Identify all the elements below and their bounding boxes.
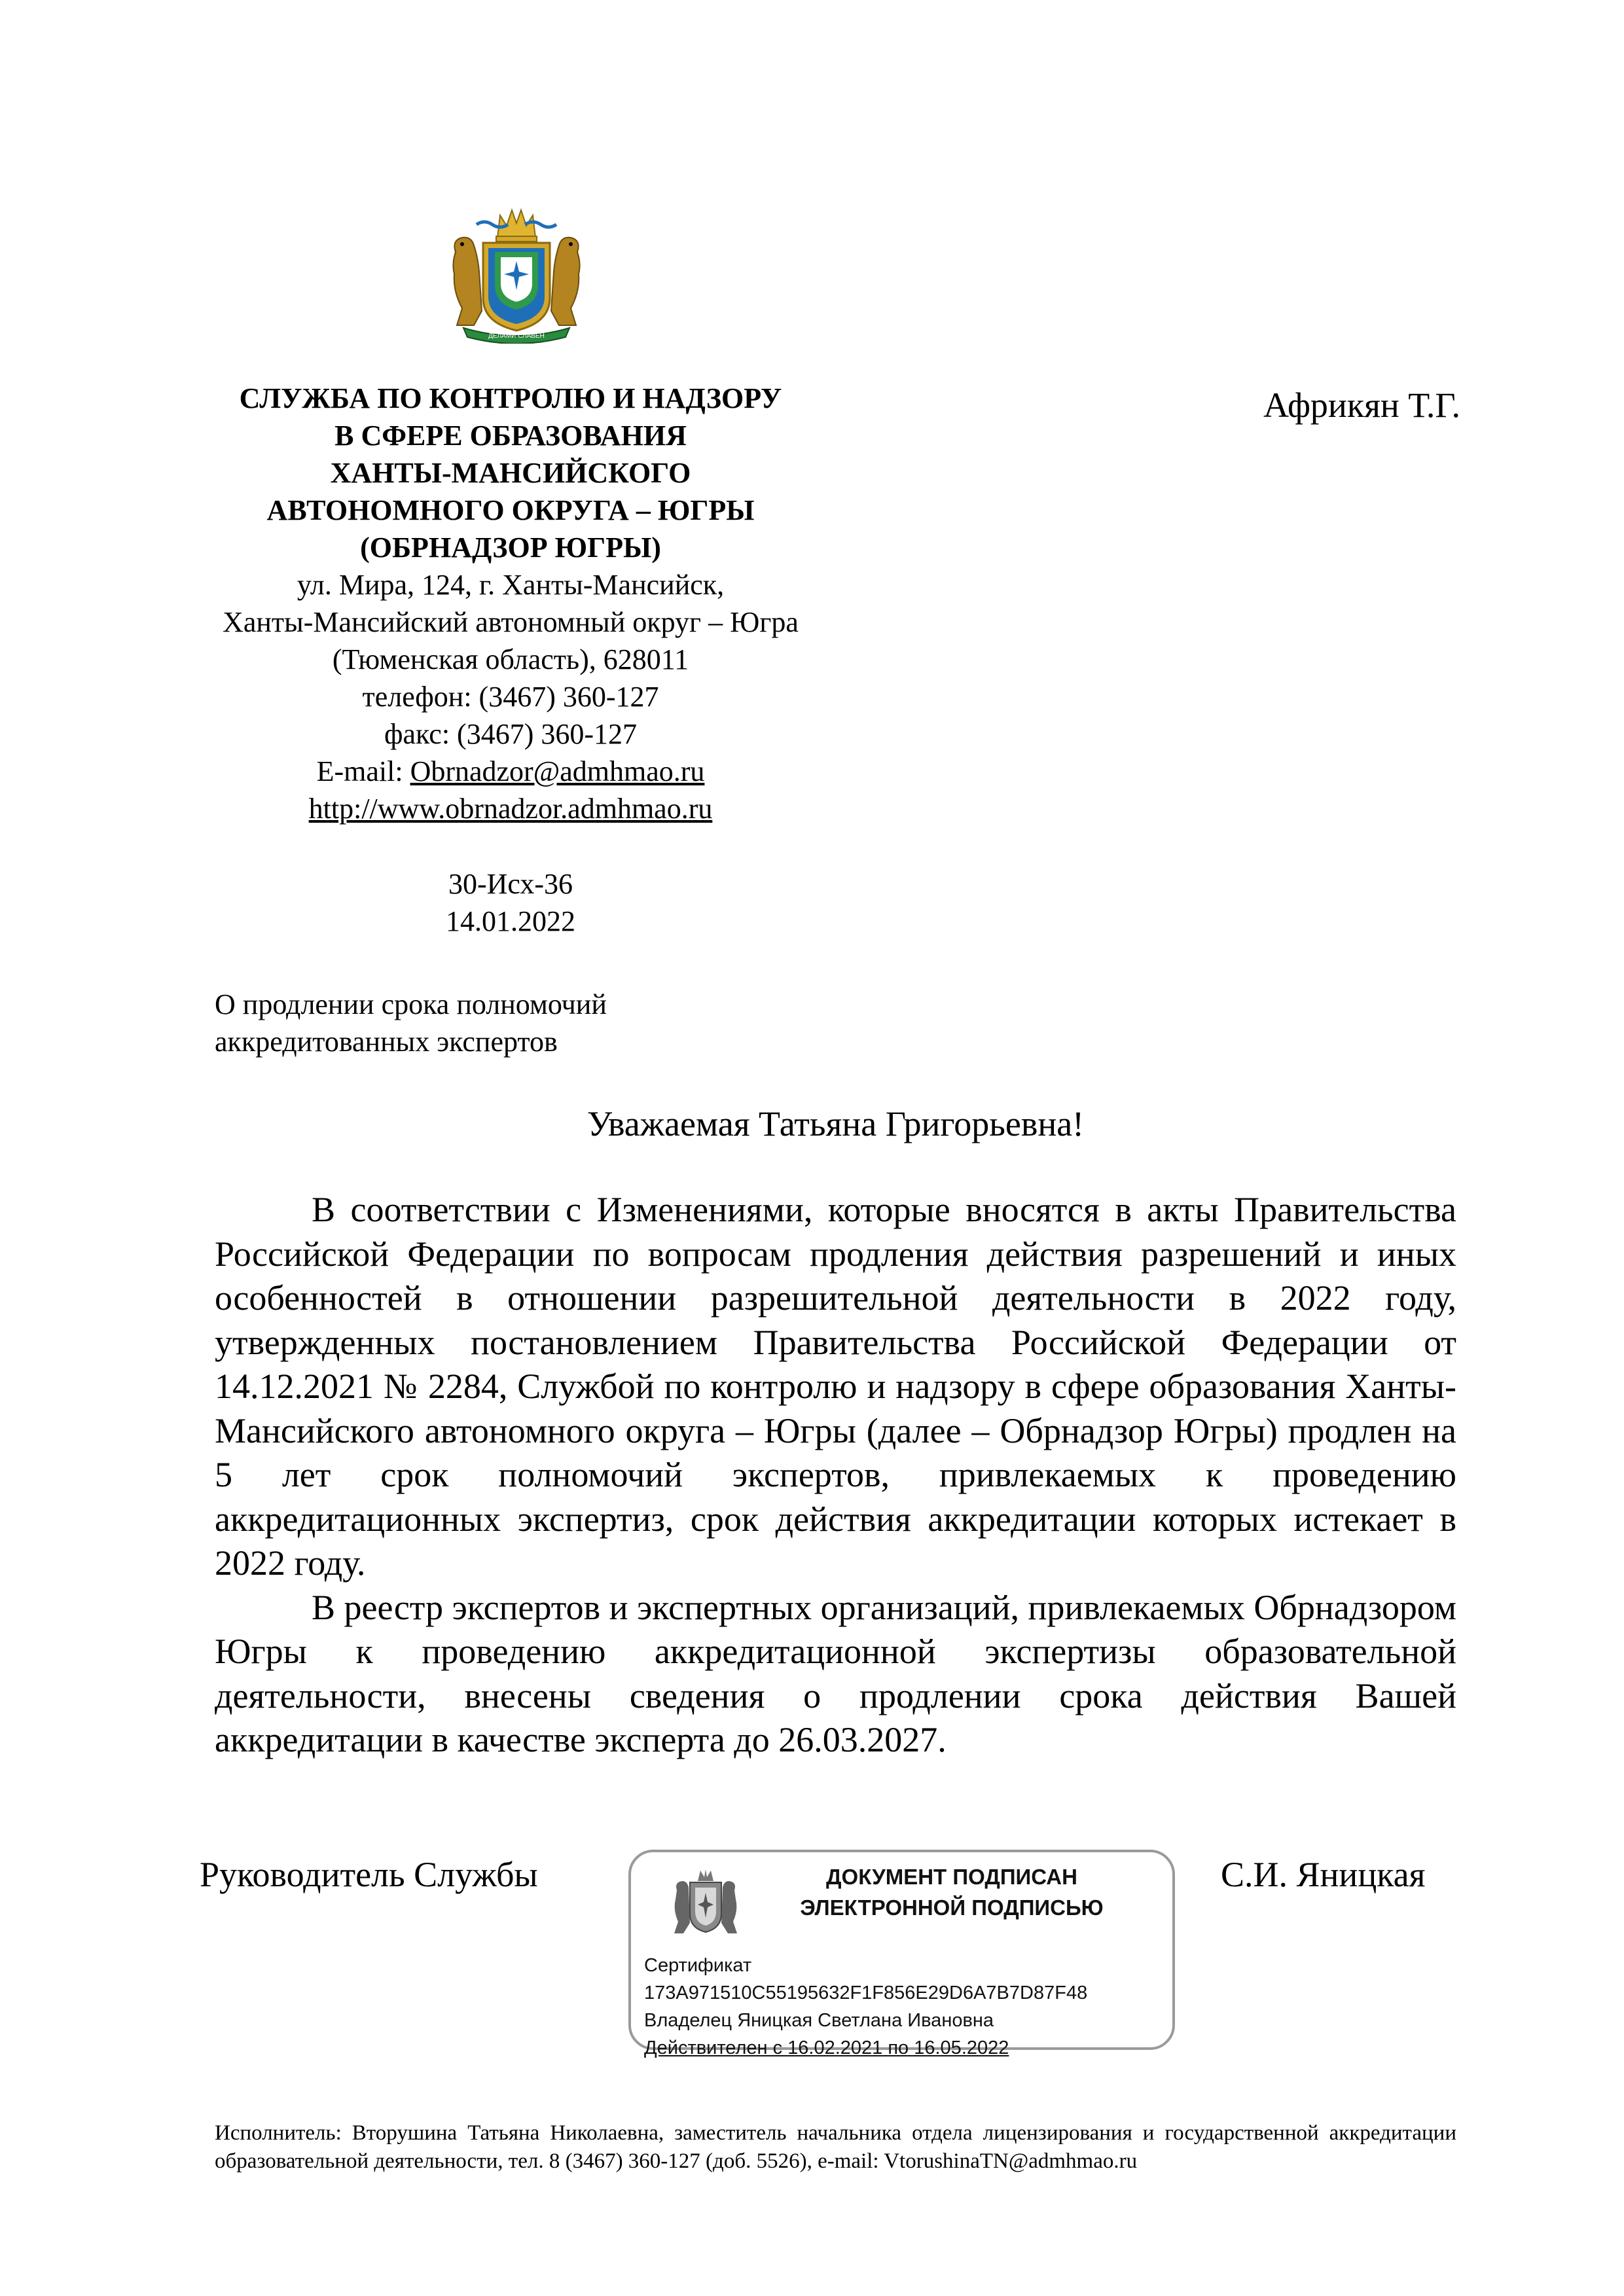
outgoing-reference: [367, 865, 655, 940]
left-bear-supporter: [453, 238, 482, 325]
certificate-validity: Действителен с 16.02.2021 по 16.05.2022: [644, 2037, 1009, 2058]
recipient-name: Африкян Т.Г.: [1263, 386, 1461, 425]
salutation: Уважаемая Татьяна Григорьевна!: [586, 1104, 1085, 1143]
stamp-emblem-icon: [668, 1868, 744, 1939]
sender-block: [156, 380, 865, 827]
electronic-signature-stamp: [628, 1850, 1175, 2058]
subject-line: О продлении срока полномочий: [215, 988, 607, 1020]
org-name-line: АВТОНОМНОГО ОКРУГА – ЮГРЫ: [266, 494, 755, 526]
executor-footer: Исполнитель: Вторушина Татьяна Николаевна, заместитель начальника отдела лицензирования и государственной аккредитации образовательной деятельности, тел. 8 (3467) 360-127 (доб. 5526), e-mail: VtorushinaTN@admhmao.ru: [215, 2121, 1456, 2173]
body-paragraph: В реестр экспертов и экспертных организаций, привлекаемых Обрнадзором Югры к проведению аккредитационной экспертизы образовательной деятельности, внесены сведения о продлении срока действия Вашей аккредитации в качестве эксперта до 26.03.2027.: [215, 1587, 1456, 1759]
fax-line: факс: (3467) 360-127: [384, 718, 638, 750]
phone-line: телефон: (3467) 360-127: [362, 681, 659, 713]
certificate-id: 173A971510C55195632F1F856E29D6A7B7D87F48: [644, 1982, 1088, 2003]
address-line: Ханты-Мансийский автономный округ – Югра: [223, 606, 799, 638]
email-label: E-mail:: [316, 755, 410, 787]
stamp-title-line: ЭЛЕКТРОННОЙ ПОДПИСЬЮ: [800, 1895, 1104, 1920]
stamp-details: [644, 1952, 1087, 2062]
signatory-role: Руководитель Службы: [200, 1855, 538, 1894]
stamp-title: [749, 1861, 1155, 1923]
coat-of-arms-emblem: [437, 206, 596, 344]
email-link[interactable]: Obrnadzor@admhmao.ru: [410, 755, 705, 787]
outgoing-number: 30-Исх-36: [448, 868, 573, 900]
certificate-label: Сертификат: [644, 1955, 752, 1976]
website-line: [156, 790, 865, 827]
org-name-line: ХАНТЫ-МАНСИЙСКОГО: [330, 457, 691, 489]
email-line: [156, 753, 865, 790]
signatory-name: С.И. Яницкая: [1221, 1855, 1426, 1894]
right-bear-supporter: [551, 238, 580, 325]
org-name-line: СЛУЖБА ПО КОНТРОЛЮ И НАДЗОРУ: [239, 382, 782, 414]
org-name-line: В СФЕРЕ ОБРАЗОВАНИЯ: [334, 420, 687, 452]
address-line: ул. Мира, 124, г. Ханты-Мансийск,: [297, 569, 725, 601]
subject-line: аккредитованных экспертов: [215, 1026, 558, 1058]
body-paragraph: В соответствии с Изменениями, которые вносятся в акты Правительства Российской Федерации по вопросам продления действия разрешений и иных особенностей в отношении разрешительной деятельности в 2022 году, утвержденных постановлением Правительства Российской Федерации от 14.12.2021 № 2284, Службой по контролю и надзору в сфере образования Ханты-Мансийского автономного округа – Югры (далее – Обрнадзор Югры) продлен на 5 лет срок полномочий экспертов, привлекаемых к проведению аккредитационных экспертиз, срок действия аккредитации которых истекает в 2022 году.: [215, 1190, 1456, 1583]
stamp-title-line: ДОКУМЕНТ ПОДПИСАН: [826, 1865, 1077, 1889]
letter-body: [215, 1188, 1456, 1763]
letter-subject: [215, 986, 804, 1060]
website-link[interactable]: http://www.obrnadzor.admhmao.ru: [308, 793, 713, 825]
shield-icon: [483, 243, 550, 331]
outgoing-date: 14.01.2022: [446, 905, 575, 937]
address-line: (Тюменская область), 628011: [332, 643, 689, 675]
org-name-line: (ОБРНАДЗОР ЮГРЫ): [360, 531, 661, 564]
certificate-owner: Владелец Яницкая Светлана Ивановна: [644, 2010, 994, 2031]
motto-text: ДЕЛАМИ СЛАВЕН: [488, 332, 545, 340]
